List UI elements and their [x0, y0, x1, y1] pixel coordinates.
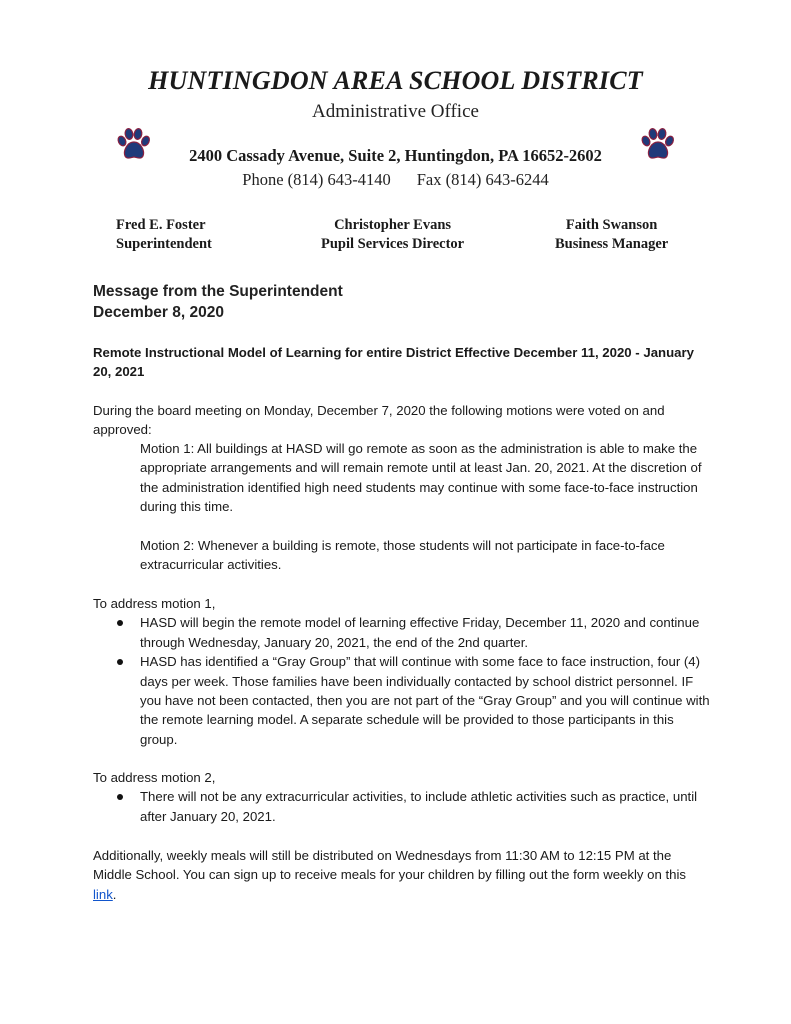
list-item-text: HASD has identified a “Gray Group” that will continue with some face to face instruction, four (4) days per week. Those families have been individually contacted by school district personnel. IF you have not been contacted, then you are not part of the “Gray Group” and you will continue with the remote learning model. A separate schedule will be provided to those participants in this group.: [140, 654, 710, 747]
bullet-icon: [117, 659, 123, 665]
list-item-text: HASD will begin the remote model of learning effective Friday, December 11, 2020 and continue through Wednesday, January 20, 2021, the end of the 2nd quarter.: [140, 615, 700, 650]
list-item: [93, 787, 713, 826]
fax-number: Fax (814) 643-6244: [416, 170, 549, 189]
staff-title: Pupil Services Director: [321, 236, 465, 252]
staff-member: [116, 216, 212, 254]
message-subject: Remote Instructional Model of Learning for entire District Effective December 11, 2020 - January 20, 2021: [93, 345, 694, 380]
meals-text: Additionally, weekly meals will still be distributed on Wednesdays from 11:30 AM to 12:15 PM at the Middle School. You can sign up to receive meals for your children by filling out the form weekly on this: [93, 848, 687, 883]
staff-member: [321, 216, 464, 254]
meals-text-end: .: [112, 886, 117, 902]
motion-2-section: [93, 768, 713, 826]
bullet-icon: [117, 620, 123, 626]
office-name: Administrative Office: [312, 101, 479, 122]
motion-1-section: [93, 594, 713, 749]
message-heading: Message from the Superintendent: [93, 283, 343, 300]
message-date: December 8, 2020: [93, 304, 224, 321]
district-name: HUNTINGDON AREA SCHOOL DISTRICT: [148, 66, 643, 95]
meals-paragraph: [93, 846, 713, 904]
staff-name: Christopher Evans: [334, 217, 452, 233]
list-item: [93, 652, 713, 749]
motion-2: Motion 2: Whenever a building is remote, those students will not participate in face-to-face extracurricular activities.: [140, 538, 665, 573]
meals-signup-link[interactable]: link: [93, 886, 113, 902]
phone-number: Phone (814) 643-4140: [242, 170, 391, 189]
staff-title: Business Manager: [555, 236, 669, 252]
section-heading: To address motion 1,: [93, 596, 216, 611]
staff-name: Fred E. Foster: [116, 217, 206, 233]
staff-title: Superintendent: [116, 236, 212, 252]
contact-numbers: [0, 170, 791, 190]
list-item-text: There will not be any extracurricular activities, to include athletic activities such as practice, until after January 20, 2021.: [140, 789, 698, 824]
motion-1: Motion 1: All buildings at HASD will go remote as soon as the administration is able to make the appropriate arrangements and will remain remote until at least Jan. 20, 2021. At the discretion of the administration identified high need students may continue with some face-to-face instruction during this time.: [140, 441, 702, 515]
list-item: [93, 613, 713, 652]
office-address: 2400 Cassady Avenue, Suite 2, Huntingdon, PA 16652-2602: [189, 146, 602, 165]
bullet-list: [93, 613, 713, 749]
message-header: [93, 281, 343, 323]
bullet-icon: [117, 794, 123, 800]
staff-name: Faith Swanson: [565, 217, 658, 233]
section-heading: To address motion 2,: [93, 770, 216, 785]
bullet-list: [93, 787, 713, 826]
intro-paragraph: During the board meeting on Monday, December 7, 2020 the following motions were voted on and approved:: [93, 403, 665, 438]
staff-member: [555, 216, 668, 254]
motions-list: [140, 439, 710, 594]
